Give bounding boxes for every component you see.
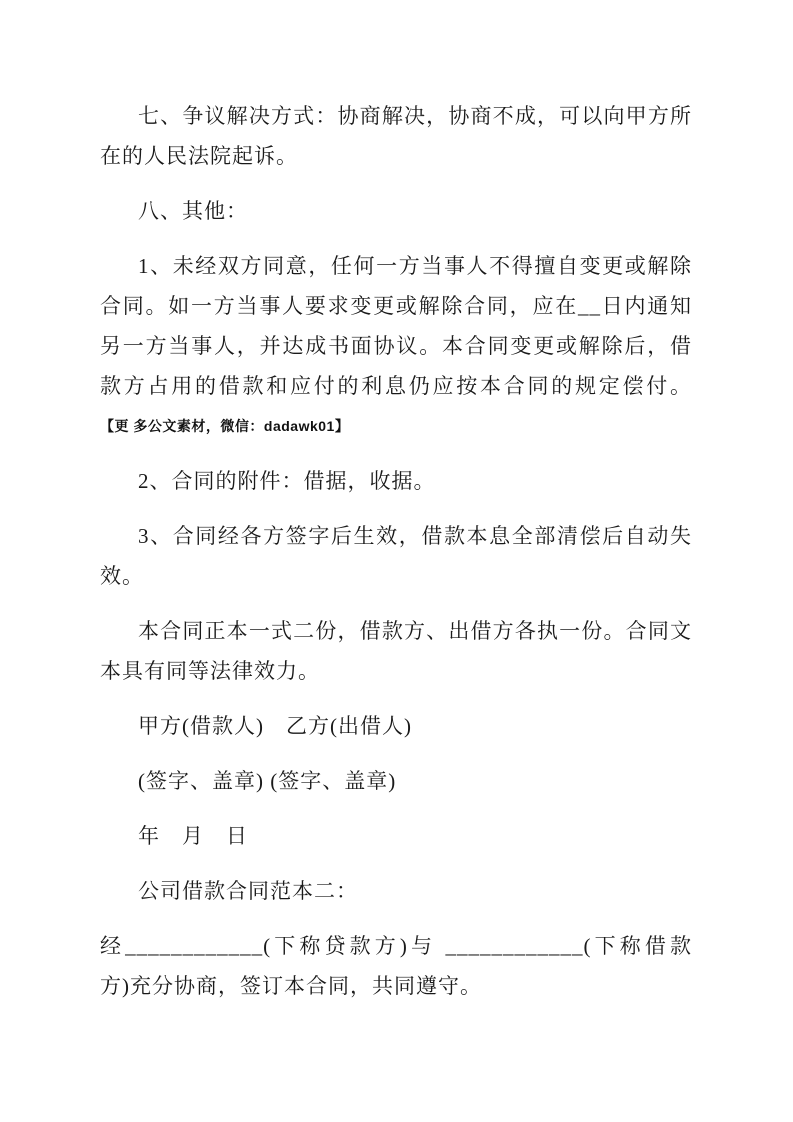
text-line: 2、合同的附件：借据，收据。 [138,469,436,493]
paragraph-clause-seven-dispute-resolution [100,96,692,176]
paragraph-template-two-intro [100,926,692,1006]
paragraph-clause-eight-others [100,191,692,231]
text-line: 效。 [100,564,144,588]
text-line: 3、合同经各方签字后生效，借款本息全部清偿后自动失 [138,524,692,548]
paragraph-date-line [100,816,692,856]
paragraph-other-item-3-effectiveness [100,516,692,596]
text-line: 合同。如一方当事人要求变更或解除合同，应在__日内通知 [100,294,692,318]
text-line: 经____________(下称贷款方)与 ____________(下称借款 [100,934,692,958]
paragraph-other-item-2-attachments [100,461,692,501]
paragraph-party-labels [100,706,692,746]
text-line: 七、争议解决方式：协商解决，协商不成，可以向甲方所 [138,104,692,128]
paragraph-copies-clause [100,611,692,691]
text-line: (签字、盖章) (签字、盖章) [138,769,397,793]
text-line: 另一方当事人，并达成书面协议。本合同变更或解除后，借 [100,334,692,358]
text-line: 八、其他： [138,199,248,223]
paragraph-promo-note [100,406,692,446]
promo-note-text: 【更 多公文素材，微信：dadawk01】 [100,418,350,434]
text-line: 本具有同等法律效力。 [100,659,320,683]
paragraph-signature-seal-labels [100,761,692,801]
text-line: 1、未经双方同意，任何一方当事人不得擅自变更或解除 [138,254,692,278]
text-line: 公司借款合同范本二： [138,879,358,903]
text-line: 在的人民法院起诉。 [100,144,298,168]
text-line: 甲方(借款人) 乙方(出借人) [138,714,412,738]
text-line: 方)充分协商，签订本合同，共同遵守。 [100,974,482,998]
paragraph-template-two-heading [100,871,692,911]
paragraph-other-item-1-modification [100,246,692,406]
text-line: 款方占用的借款和应付的利息仍应按本合同的规定偿付。 [100,374,692,398]
text-line: 本合同正本一式二份，借款方、出借方各执一份。合同文 [138,619,692,643]
text-line: 年 月 日 [138,824,248,848]
